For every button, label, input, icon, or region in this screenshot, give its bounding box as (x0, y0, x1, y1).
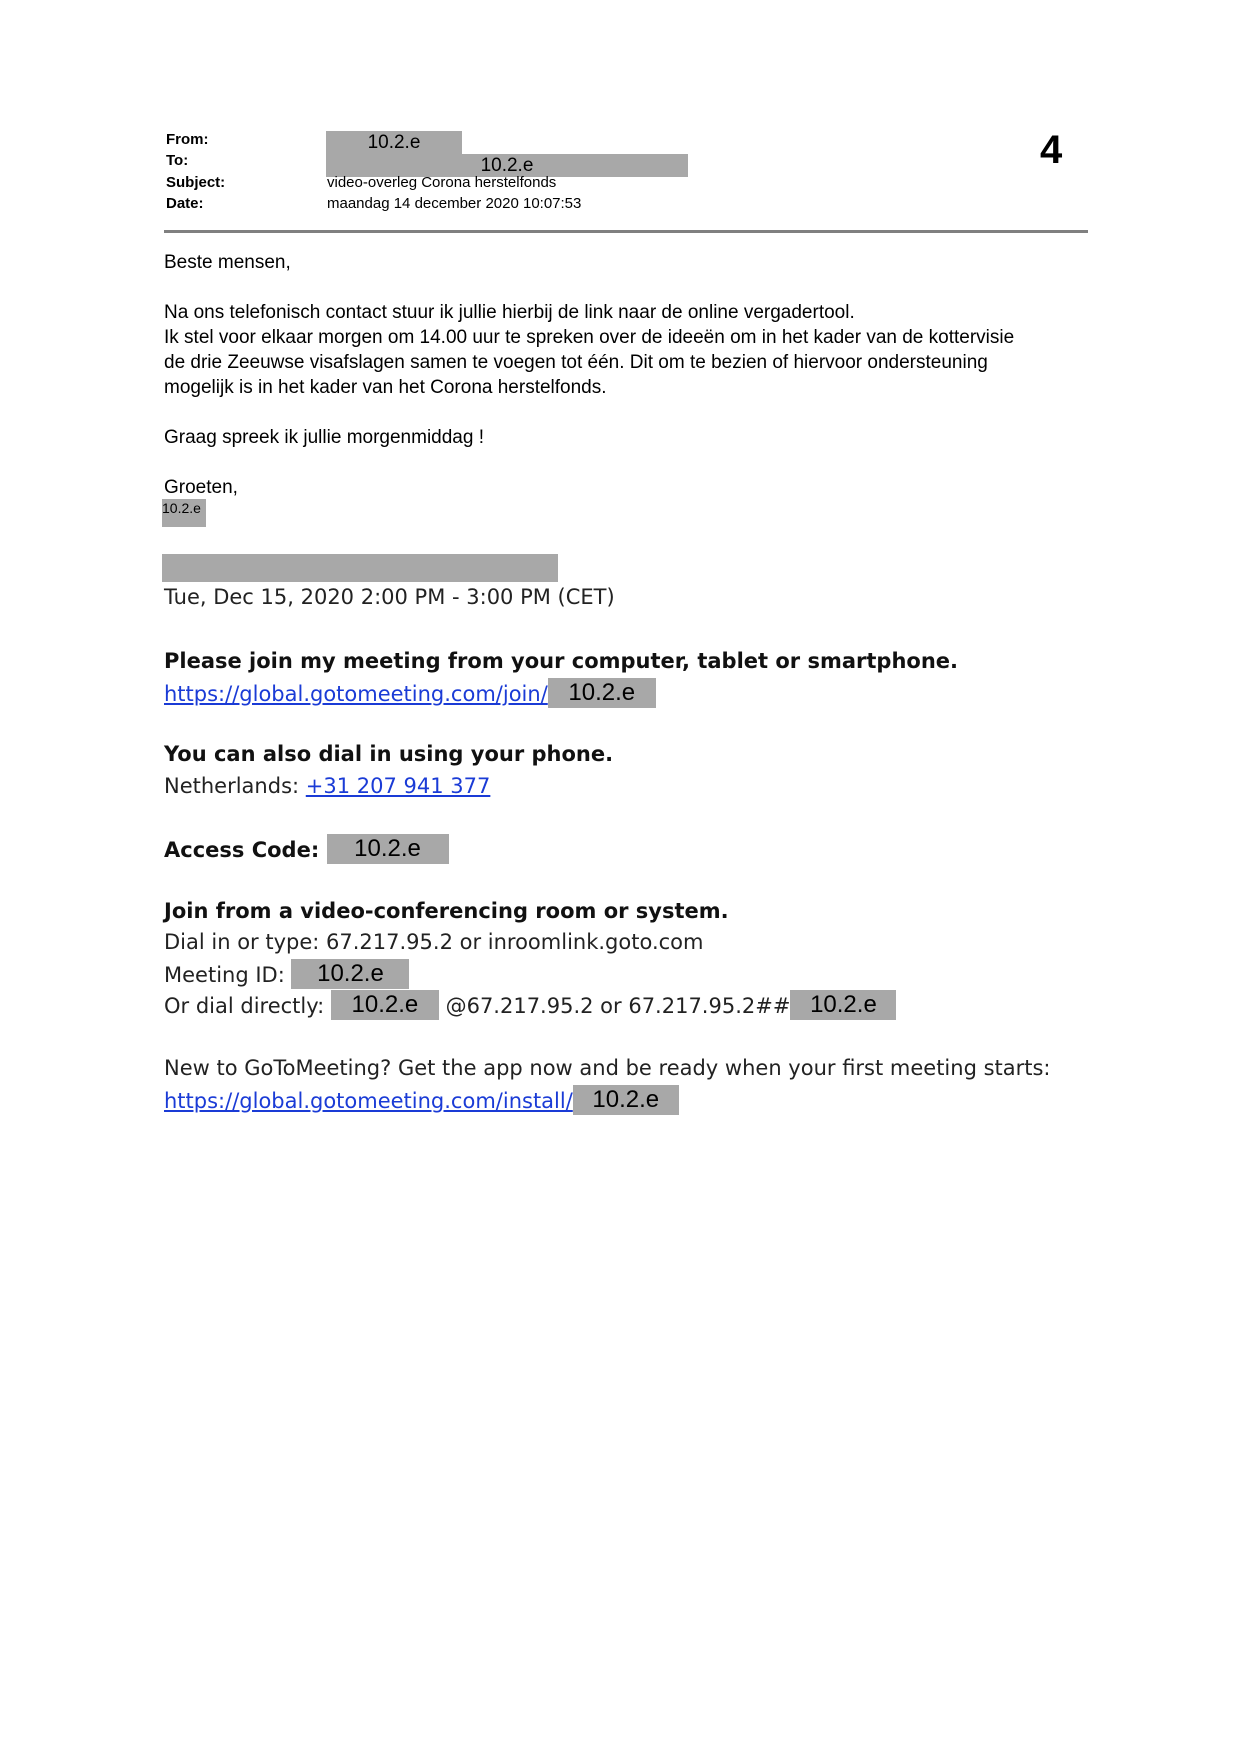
date-label: Date: (166, 195, 204, 212)
subject-value: video-overleg Corona herstelfonds (327, 174, 557, 191)
to-redaction: 10.2.e (326, 154, 688, 177)
phone-line (164, 772, 490, 800)
country-label: Netherlands: (164, 774, 306, 798)
from-label: From: (166, 131, 209, 148)
room-heading: Join from a video-conferencing room or system. (164, 899, 729, 923)
signature-redaction: 10.2.e (162, 499, 206, 527)
page-number: 4 (1040, 128, 1063, 172)
greeting: Beste mensen, (164, 252, 291, 273)
install-link-redaction: 10.2.e (573, 1085, 679, 1115)
join-link-redaction: 10.2.e (548, 678, 656, 708)
access-code-redaction: 10.2.e (327, 834, 449, 864)
access-code-line (164, 834, 449, 864)
dial-heading: You can also dial in using your phone. (164, 742, 614, 766)
paragraph-line: Ik stel voor elkaar morgen om 14.00 uur te spreken over de ideeën om in het kader van de kottervisie (164, 327, 1015, 348)
dial-direct-redaction-1: 10.2.e (331, 990, 439, 1020)
closing: Groeten, (164, 477, 238, 498)
meeting-id-label: Meeting ID: (164, 963, 292, 987)
subject-label: Subject: (166, 174, 226, 191)
paragraph-line: Graag spreek ik jullie morgenmiddag ! (164, 427, 484, 448)
paragraph-line: de drie Zeeuwse visafslagen samen te voegen tot één. Dit om te bezien of hiervoor ondersteuning (164, 352, 988, 373)
meeting-datetime: Tue, Dec 15, 2020 2:00 PM - 3:00 PM (CET) (164, 585, 615, 609)
from-redaction: 10.2.e (326, 131, 462, 154)
dial-direct-label: Or dial directly: (164, 994, 331, 1018)
new-to-gotomeeting: New to GoToMeeting? Get the app now and be ready when your first meeting starts: (164, 1056, 1051, 1080)
join-line (164, 678, 656, 708)
join-link[interactable]: https://global.gotomeeting.com/join/ (164, 682, 548, 706)
to-label: To: (166, 152, 189, 169)
install-link[interactable]: https://global.gotomeeting.com/install/ (164, 1089, 573, 1113)
paragraph-line: Na ons telefonisch contact stuur ik jullie hierbij de link naar de online vergadertool. (164, 302, 855, 323)
meeting-id-redaction: 10.2.e (291, 959, 409, 989)
header-divider (164, 230, 1088, 233)
join-heading: Please join my meeting from your computer, tablet or smartphone. (164, 649, 959, 673)
dial-direct-line (164, 990, 896, 1020)
dial-direct-address: @67.217.95.2 or 67.217.95.2## (438, 994, 791, 1018)
dial-type-line: Dial in or type: 67.217.95.2 or inroomlink.goto.com (164, 930, 704, 954)
access-code-label: Access Code: (164, 838, 327, 862)
paragraph-line: mogelijk is in het kader van het Corona herstelfonds. (164, 377, 607, 398)
phone-link[interactable]: +31 207 941 377 (305, 774, 491, 798)
title-redaction-bar (162, 554, 558, 582)
date-value: maandag 14 december 2020 10:07:53 (327, 195, 582, 212)
dial-direct-redaction-2: 10.2.e (790, 990, 896, 1020)
meeting-id-line (164, 959, 409, 989)
install-line (164, 1085, 679, 1115)
